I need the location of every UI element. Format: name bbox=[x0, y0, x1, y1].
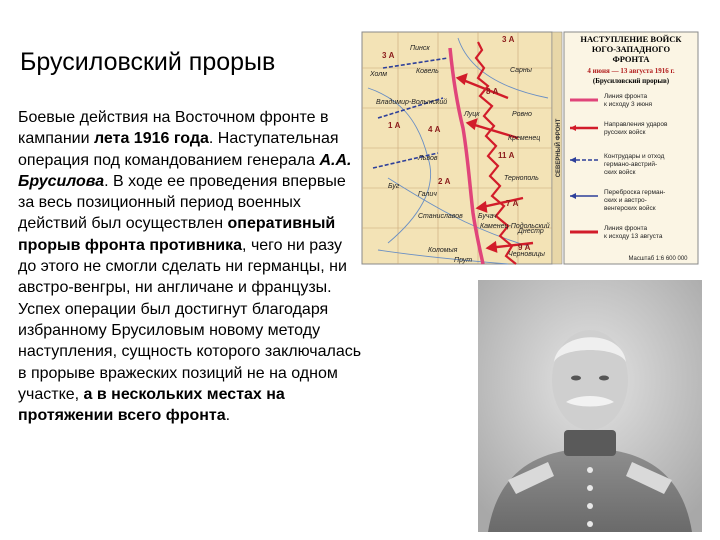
legend-label: германо-австрий- bbox=[604, 161, 658, 168]
army-label: 1 А bbox=[388, 121, 401, 130]
map-header-line: ФРОНТА bbox=[612, 54, 650, 64]
place-label: Холм bbox=[370, 71, 388, 78]
legend-label: Переброска герман- bbox=[604, 189, 666, 196]
army-label: 4 А bbox=[428, 125, 441, 134]
map-header-line: 4 июня — 13 августа 1916 г. bbox=[587, 67, 675, 75]
army-label: 2 А bbox=[438, 177, 451, 186]
place-label: Прут bbox=[454, 257, 473, 264]
army-label: 3 А bbox=[382, 51, 395, 60]
text-segment: . В ходе ее проведения впервые за весь позиционный период военных действий был осуществлен bbox=[18, 172, 346, 233]
historical-map bbox=[358, 28, 702, 268]
place-label: Львов bbox=[418, 155, 438, 162]
legend-label: русских войск bbox=[604, 129, 646, 136]
place-label: Коломыя bbox=[428, 247, 458, 254]
place-label: Бучач bbox=[478, 213, 497, 220]
portrait-collar bbox=[564, 430, 616, 456]
legend-label: к исходу 13 августа bbox=[604, 233, 663, 240]
legend-label: венгерских войск bbox=[604, 205, 656, 212]
place-label: Владимир-Волынский bbox=[376, 99, 448, 106]
text-segment: , чего ни разу до этого не смогли сделать ни германцы, ни австро-венгры, ни англичане и французы. Успех операции был достигнут благодаря избранному Брусиловым новому методу наступления, сущность которого заключалась в прорыве вражеских позиций не на одном участке, bbox=[18, 236, 362, 403]
general-portrait-photo bbox=[478, 280, 702, 532]
place-label: Станиславов bbox=[418, 213, 463, 220]
legend-label: ских и австро- bbox=[604, 197, 647, 204]
place-label: Тернополь bbox=[504, 175, 539, 182]
map-header-line: НАСТУПЛЕНИЕ ВОЙСК bbox=[580, 34, 682, 44]
army-label: 3 А bbox=[502, 35, 515, 44]
text-segment-bold-italic: А.А. Брусилова bbox=[18, 151, 352, 190]
legend-label: Направления ударов bbox=[604, 121, 668, 128]
place-label: Ковель bbox=[416, 68, 439, 75]
text-segment-bold: оперативный прорыв фронта противника bbox=[18, 215, 336, 254]
army-label: 11 А bbox=[498, 151, 515, 160]
legend-label: Линия фронта bbox=[604, 93, 648, 100]
place-label: Каменец-Подольский bbox=[480, 223, 550, 230]
text-segment: . bbox=[225, 407, 231, 425]
map-header-line: (Брусиловский прорыв) bbox=[592, 77, 670, 85]
army-label: 7 А bbox=[506, 199, 519, 208]
legend-label: к исходу 3 июня bbox=[604, 101, 653, 108]
place-label: Днестр bbox=[518, 228, 544, 235]
map-scale: Масштаб 1:6 600 000 bbox=[628, 256, 688, 262]
army-label: 8 А bbox=[486, 87, 499, 96]
text-segment: Боевые действия на Восточном фронте в кампании bbox=[18, 109, 329, 148]
place-label: Галич bbox=[418, 191, 437, 198]
slide-body bbox=[18, 107, 363, 426]
place-label: Луцк bbox=[464, 111, 480, 118]
place-label: Кременец bbox=[508, 135, 541, 142]
army-label: 9 А bbox=[518, 243, 531, 252]
legend-label: ских войск bbox=[604, 169, 636, 176]
place-label: Ровно bbox=[512, 111, 532, 118]
legend-label: Контрудары и отход bbox=[604, 153, 665, 160]
text-segment: . Наступательная операция под командованием генерала bbox=[18, 130, 339, 169]
side-label: СЕВЕРНЫЙ ФРОНТ bbox=[556, 118, 562, 178]
text-segment-bold: лета 1916 года bbox=[93, 130, 209, 148]
place-label: Сарны bbox=[510, 67, 532, 74]
place-label: Буг bbox=[388, 183, 400, 190]
place-label: Черновицы bbox=[508, 251, 545, 258]
legend-label: Линия фронта bbox=[604, 225, 648, 232]
place-label: Пинск bbox=[410, 45, 430, 52]
text-segment-bold: а в нескольких местах на протяжении всего фронта bbox=[18, 385, 285, 425]
map-header-line: ЮГО-ЗАПАДНОГО bbox=[591, 44, 671, 54]
slide-title: Брусиловский прорыв bbox=[20, 48, 276, 76]
